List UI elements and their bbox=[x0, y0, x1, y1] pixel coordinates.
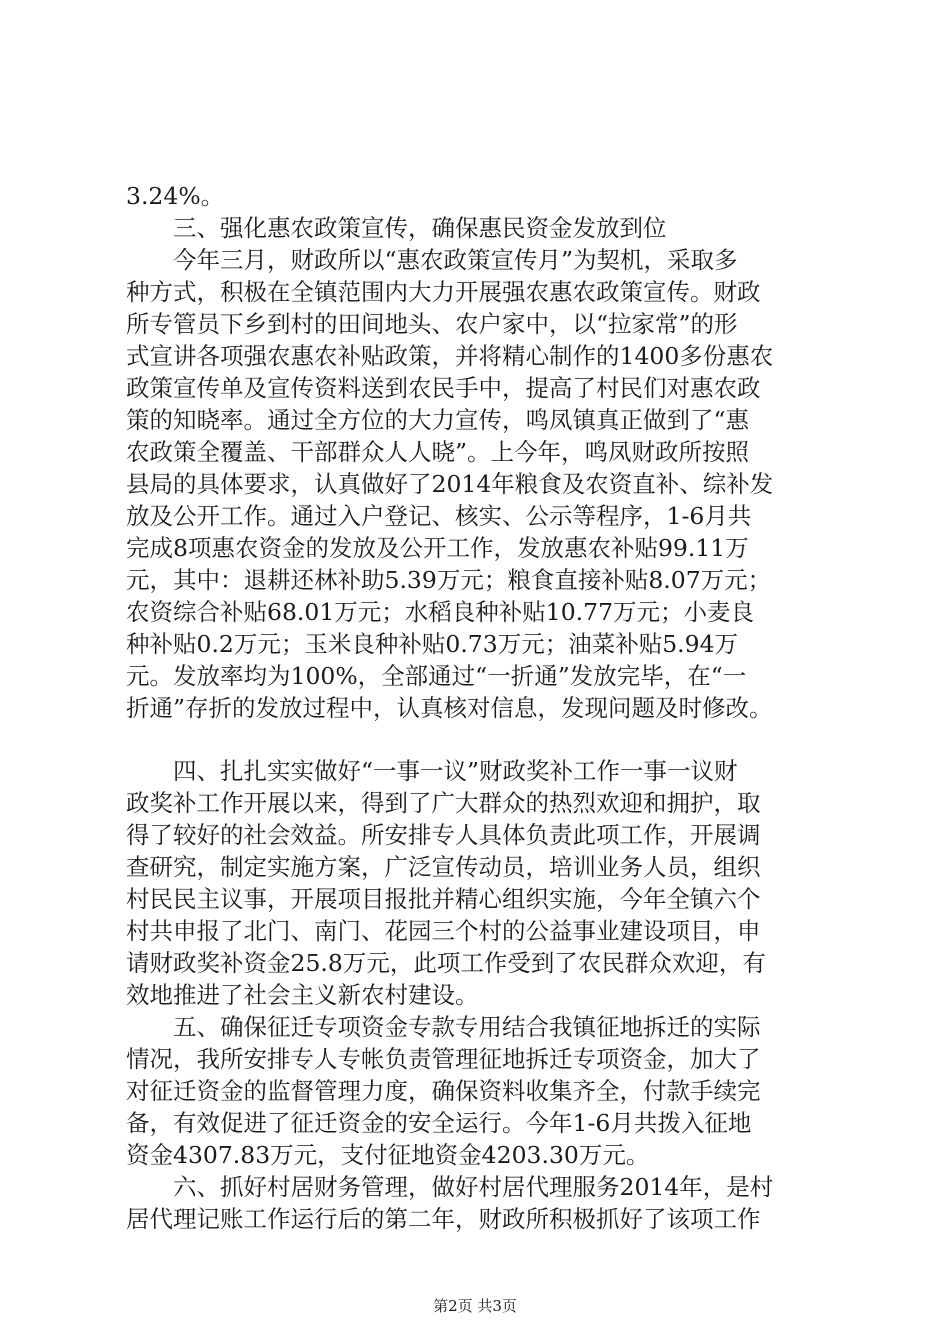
text-line: 查研究，制定实施方案，广泛宣传动员，培训业务人员，组织 bbox=[126, 853, 761, 881]
text-line: 所专管员下乡到村的田间地头、农户家中，以“拉家常”的形 bbox=[126, 310, 738, 338]
section-heading-5: 五、确保征迁专项资金专款专用结合我镇征地拆迁的实际 bbox=[126, 1013, 761, 1041]
text-line: 情况，我所安排专人专帐负责管理征地拆迁专项资金，加大了 bbox=[126, 1045, 761, 1073]
page-footer: 第2页 共3页 bbox=[433, 1297, 517, 1315]
text-line: 备，有效促进了征迁资金的安全运行。今年1-6月共拨入征地 bbox=[126, 1109, 752, 1137]
text-line: 农资综合补贴68.01万元；水稻良种补贴10.77万元；小麦良 bbox=[126, 598, 755, 626]
text-line: 村民民主议事，开展项目报批并精心组织实施，今年全镇六个 bbox=[126, 885, 761, 913]
text-line: 3.24%。 bbox=[126, 182, 225, 210]
section-heading-6: 六、抓好村居财务管理，做好村居代理服务2014年，是村 bbox=[126, 1173, 774, 1201]
text-line: 元。发放率均为100%，全部通过“一折通”发放完毕，在“一 bbox=[126, 662, 747, 690]
text-line: 策的知晓率。通过全方位的大力宣传，鸣凤镇真正做到了“惠 bbox=[126, 406, 750, 434]
text-line: 政策宣传单及宣传资料送到农民手中，提高了村民们对惠农政 bbox=[126, 374, 761, 402]
text-line: 元，其中：退耕还林补助5.39万元；粮食直接补贴8.07万元； bbox=[126, 566, 772, 594]
text-line: 种补贴0.2万元；玉米良种补贴0.73万元；油菜补贴5.94万 bbox=[126, 630, 739, 658]
text-line: 县局的具体要求，认真做好了2014年粮食及农资直补、综补发 bbox=[126, 470, 774, 498]
text-line: 居代理记账工作运行后的第二年，财政所积极抓好了该项工作 bbox=[126, 1205, 761, 1233]
text-line: 式宣讲各项强农惠农补贴政策，并将精心制作的1400多份惠农 bbox=[126, 342, 774, 370]
text-line: 完成8项惠农资金的发放及公开工作，发放惠农补贴99.11万 bbox=[126, 534, 749, 562]
text-line: 农政策全覆盖、干部群众人人晓”。上今年，鸣凤财政所按照 bbox=[126, 438, 750, 466]
text-line: 村共申报了北门、南门、花园三个村的公益事业建设项目，申 bbox=[126, 917, 761, 945]
text-line: 得了较好的社会效益。所安排专人具体负责此项工作，开展调 bbox=[126, 821, 761, 849]
text-line: 放及公开工作。通过入户登记、核实、公示等程序，1-6月共 bbox=[126, 502, 752, 530]
text-line: 种方式，积极在全镇范围内大力开展强农惠农政策宣传。财政 bbox=[126, 278, 761, 306]
text-line: 政奖补工作开展以来，得到了广大群众的热烈欢迎和拥护，取 bbox=[126, 789, 761, 817]
text-line: 今年三月，财政所以“惠农政策宣传月”为契机，采取多 bbox=[126, 246, 738, 274]
text-line: 效地推进了社会主义新农村建设。 bbox=[126, 981, 479, 1009]
section-heading-4: 四、扎扎实实做好“一事一议”财政奖补工作一事一议财 bbox=[126, 757, 738, 785]
text-line: 折通”存折的发放过程中，认真核对信息，发现问题及时修改。 bbox=[126, 694, 773, 722]
section-heading-3: 三、强化惠农政策宣传，确保惠民资金发放到位 bbox=[126, 214, 667, 242]
text-line: 资金4307.83万元，支付征地资金4203.30万元。 bbox=[126, 1141, 650, 1169]
text-line: 请财政奖补资金25.8万元，此项工作受到了农民群众欢迎，有 bbox=[126, 949, 766, 977]
text-line: 对征迁资金的监督管理力度，确保资料收集齐全，付款手续完 bbox=[126, 1077, 761, 1105]
